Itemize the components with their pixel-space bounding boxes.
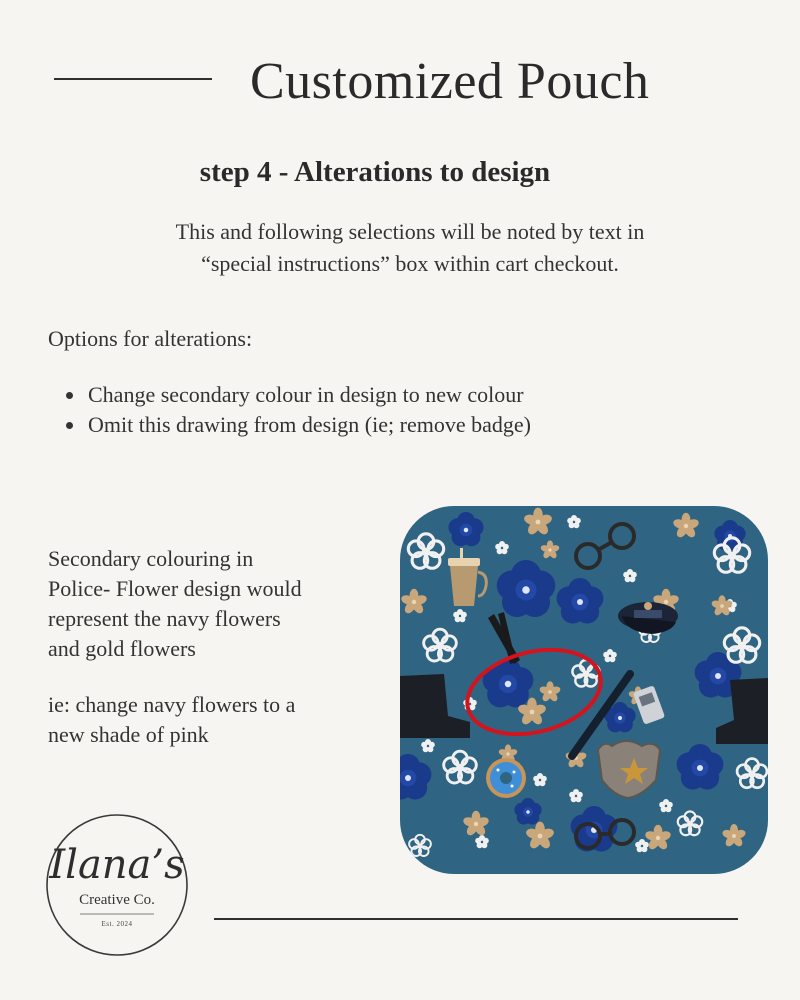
footer-rule — [214, 918, 738, 920]
brand-logo — [44, 812, 190, 958]
option-item: Omit this drawing from design (ie; remove badge) — [48, 410, 531, 440]
intro-line: “special instructions” box within cart checkout. — [201, 251, 619, 276]
options-list — [48, 380, 531, 440]
option-item: Change secondary colour in design to new colour — [48, 380, 531, 410]
fabric-pattern-svg — [400, 506, 768, 874]
page-title: Customized Pouch — [250, 53, 650, 110]
intro-line: This and following selections will be noted by text in — [175, 219, 645, 244]
explanation-line: Police- Flower design would — [48, 576, 302, 601]
example-text — [48, 690, 368, 750]
donut-icon — [486, 758, 526, 798]
fabric-pattern-image — [400, 506, 768, 874]
brand-logo-svg — [44, 812, 190, 958]
explanation-text — [48, 544, 368, 664]
title-rule-left — [54, 78, 212, 80]
logo-company: Creative Co. — [79, 892, 155, 908]
explanation-line: represent the navy flowers — [48, 606, 281, 631]
explanation-line: and gold flowers — [48, 636, 196, 661]
logo-script-name: Ilana’s — [49, 842, 185, 888]
options-heading: Options for alterations: — [48, 326, 253, 351]
explanation-line: Secondary colouring in — [48, 546, 254, 571]
example-line: ie: change navy flowers to a — [48, 692, 296, 717]
logo-est: Est. 2024 — [101, 920, 133, 928]
intro-text — [60, 216, 760, 280]
step-heading: step 4 - Alterations to design — [199, 156, 551, 188]
example-line: new shade of pink — [48, 722, 209, 747]
